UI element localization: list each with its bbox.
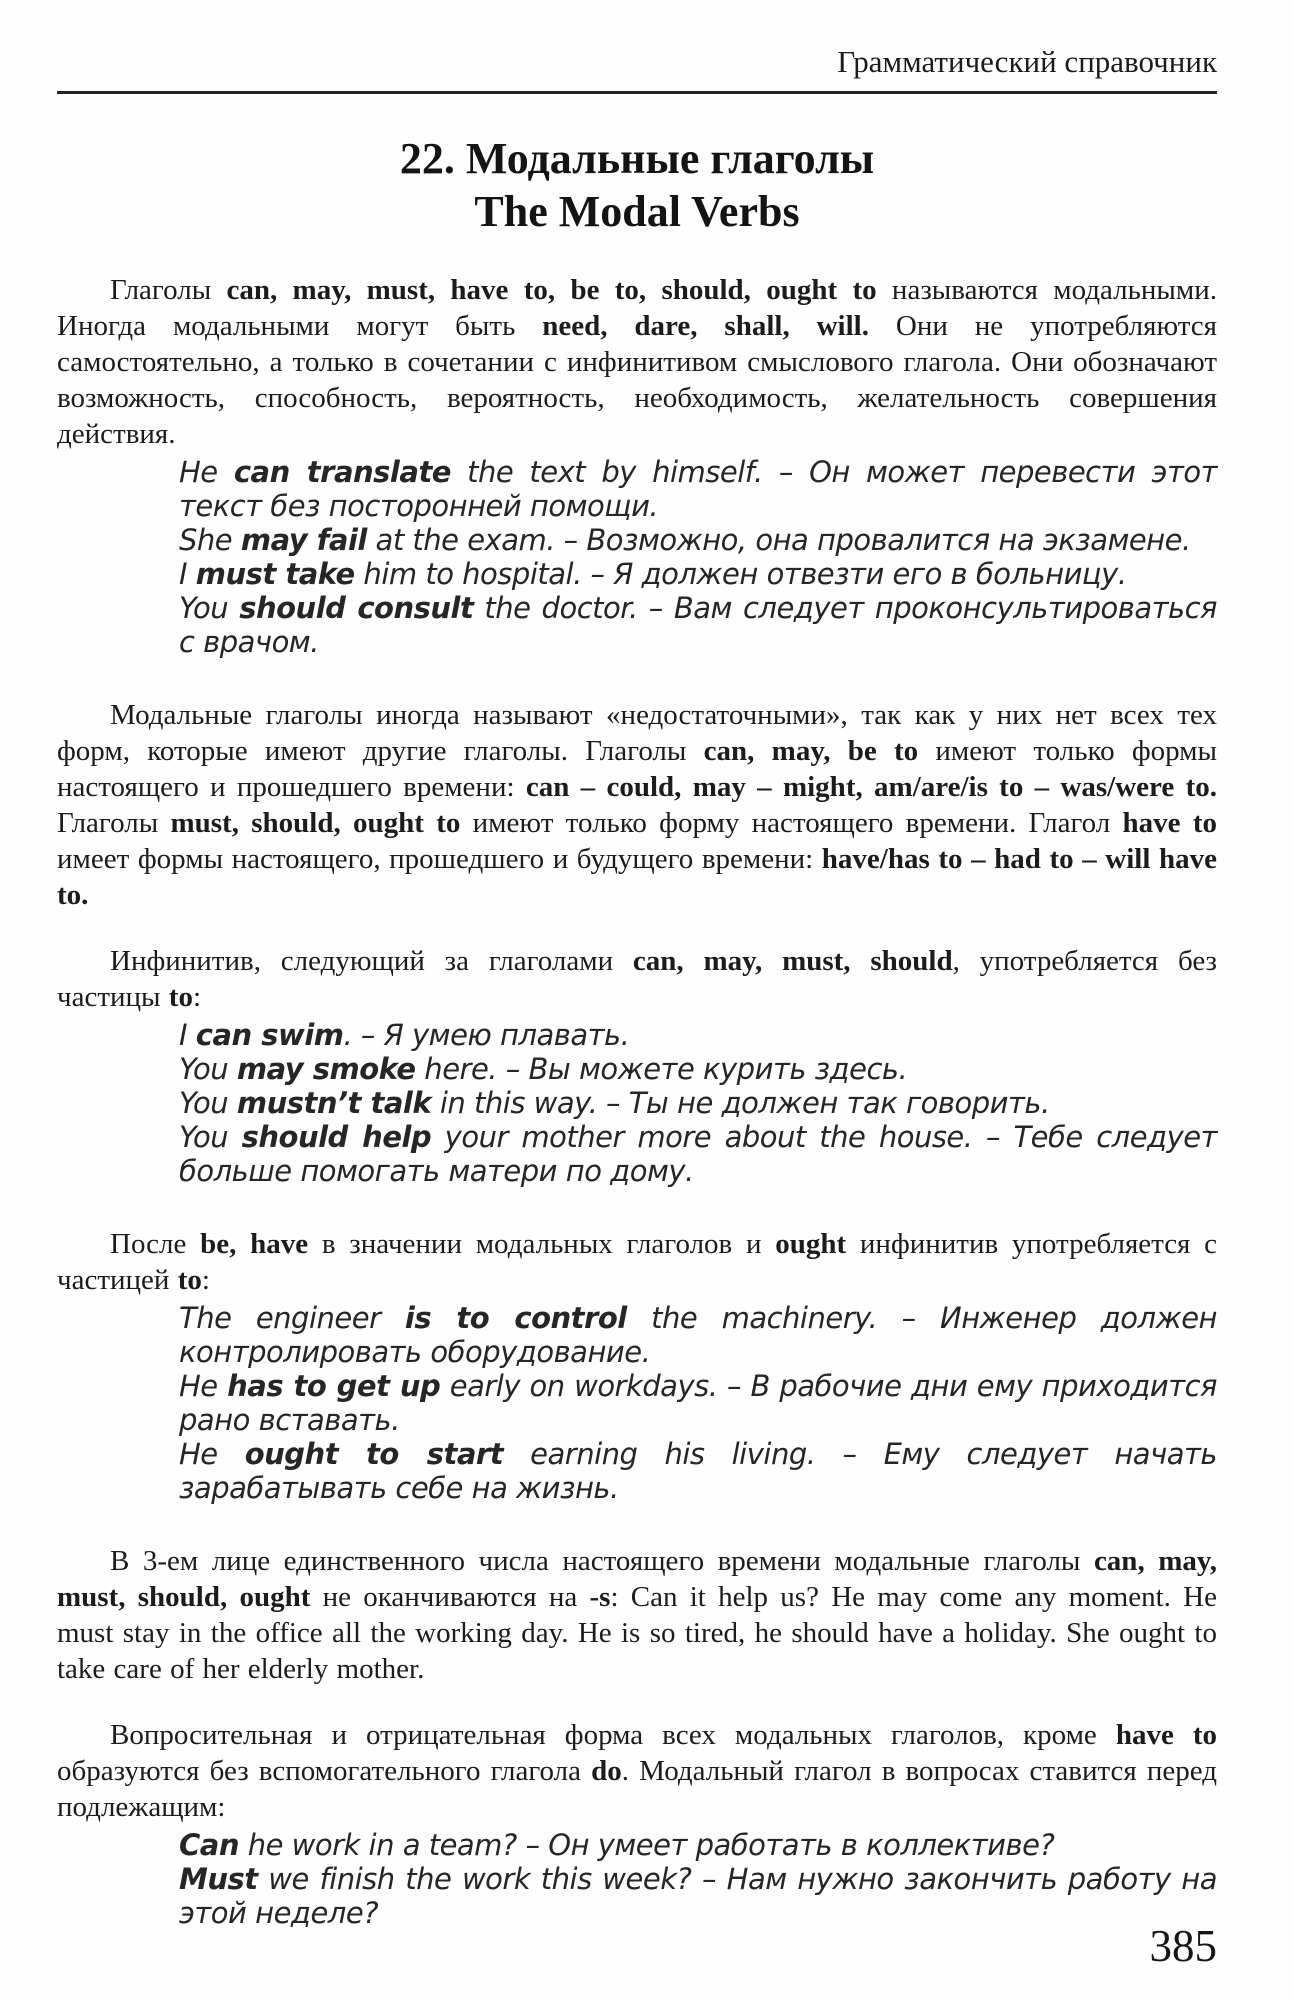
paragraph — [57, 943, 1217, 1015]
example-sentence — [179, 591, 1217, 659]
text-segment: at the exam. – Возможно, она провалится на экзамене. — [366, 523, 1191, 557]
text-segment: we finish the work this week? – Нам нужно закончить работу на этой неделе? — [179, 1862, 1217, 1930]
bold-term: can, may, must, should — [632, 945, 953, 977]
text-segment: him to hospital. – Я должен отвезти его в больницу. — [354, 557, 1127, 591]
text-segment: You — [179, 1120, 242, 1154]
text-segment: your mother more about the house. – Тебе следует больше помогать матери по дому. — [179, 1120, 1217, 1188]
example-sentence — [179, 1018, 1217, 1052]
text-segment: образуются без вспомогательного глагола — [57, 1755, 592, 1787]
bold-term: -s — [589, 1581, 611, 1613]
page-number: 385 — [1149, 1921, 1217, 1971]
bold-term: may smoke — [236, 1052, 416, 1086]
examples-block — [57, 1301, 1217, 1505]
chapter-title-en: The Modal Verbs — [474, 187, 800, 236]
content — [57, 272, 1217, 1930]
text-segment: : — [201, 1264, 210, 1296]
bold-term: should consult — [239, 591, 474, 625]
example-sentence — [179, 455, 1217, 523]
text-segment: : Can it help us? He may come any moment. He must stay in the office all the working day. He is so tired, he should have a holiday. She ought to take care of her elderly mother. — [57, 1581, 1217, 1685]
text-segment: называются модальными. Иногда модальными могут быть — [57, 274, 1217, 342]
bold-term: can swim — [195, 1018, 344, 1052]
text-segment: He — [179, 1369, 228, 1403]
example-sentence — [179, 1862, 1217, 1930]
bold-term: can, may, be to — [703, 735, 919, 767]
bold-term: should help — [241, 1120, 432, 1154]
chapter-title-ru: 22. Модальные глаголы — [399, 134, 875, 183]
text-segment: You — [179, 591, 240, 625]
text-segment: В 3-ем лице единственного числа настоящего времени модальные глаголы — [110, 1545, 1094, 1577]
text-segment: . Модальный глагол в вопросах ставится перед подлежащим: — [57, 1755, 1217, 1823]
example-sentence — [179, 1120, 1217, 1188]
bold-term: Must — [179, 1862, 258, 1896]
bold-term: to — [168, 981, 193, 1013]
bold-term: need, dare, shall, will. — [542, 310, 869, 342]
text-segment: Вопросительная и отрицательная форма всех модальных глаголов, кроме — [110, 1719, 1116, 1751]
text-segment: I — [179, 1018, 196, 1052]
examples-block — [57, 1018, 1217, 1188]
text-segment: in this way. – Ты не должен так говорить. — [431, 1086, 1050, 1120]
text-segment: The engineer — [179, 1301, 405, 1335]
example-sentence — [179, 1369, 1217, 1437]
text-segment: имеют только формы настоящего и прошедшего времени: — [57, 735, 1218, 803]
header-rule — [57, 91, 1217, 94]
bold-term: mustn’t talk — [236, 1086, 432, 1120]
text-segment: Инфинитив, следующий за глаголами — [110, 945, 633, 977]
bold-term: may fail — [240, 523, 367, 557]
text-segment: имеет формы настоящего, прошедшего и будущего времени: — [57, 843, 822, 875]
example-sentence — [179, 1828, 1217, 1862]
text-segment: Глаголы — [110, 274, 227, 306]
text-segment: инфинитив употребляется с частицей — [57, 1228, 1218, 1296]
text-segment: he work in a team? – Он умеет работать в коллективе? — [239, 1828, 1055, 1862]
bold-term: ought to start — [244, 1437, 504, 1471]
page-content-area — [57, 0, 1217, 1930]
bold-term: must take — [195, 557, 355, 591]
bold-term: to — [177, 1264, 202, 1296]
example-sentence — [179, 557, 1217, 591]
examples-block — [57, 455, 1217, 659]
bold-term: can, may, must, should, ought — [57, 1545, 1217, 1613]
example-sentence — [179, 1301, 1217, 1369]
bold-term: Can — [179, 1828, 239, 1862]
bold-term: is to control — [404, 1301, 627, 1335]
text-segment: не оканчиваются на — [310, 1581, 590, 1613]
bold-term: ought — [775, 1228, 847, 1260]
text-segment: early on workdays. – В рабочие дни ему приходится рано вставать. — [179, 1369, 1217, 1437]
paragraph — [57, 697, 1217, 913]
bold-term: have/has to – had to – will have to. — [57, 843, 1217, 911]
bold-term: can – could, may – might, am/are/is to – was/were to. — [525, 771, 1217, 803]
paragraph — [57, 272, 1217, 452]
bold-term: has to get up — [227, 1369, 441, 1403]
examples-block — [57, 1828, 1217, 1930]
text-segment: the doctor. – Вам следует проконсультироваться с врачом. — [179, 591, 1217, 659]
bold-term: have to — [1115, 1719, 1217, 1751]
text-segment: You — [179, 1086, 237, 1120]
text-segment: Модальные глаголы иногда называют «недостаточными», так как у них нет всех тех форм, которые имеют другие глаголы. Глаголы — [57, 699, 1217, 767]
text-segment: the machinery. – Инженер должен контролировать оборудование. — [179, 1301, 1218, 1369]
bold-term: have to — [1122, 807, 1217, 839]
text-segment: here. – Вы можете курить здесь. — [415, 1052, 908, 1086]
bold-term: can, may, must, have to, be to, should, ought to — [226, 274, 877, 306]
bold-term: must, should, ought to — [170, 807, 461, 839]
text-segment: Они не употребляются самостоятельно, а только в сочетании с инфинитивом смыслового глагола. Они обозначают возможность, способность, вероятность, необходимость, желательность совершения действия. — [57, 310, 1217, 450]
example-sentence — [179, 1437, 1217, 1505]
paragraph — [57, 1543, 1217, 1687]
example-sentence — [179, 1086, 1217, 1120]
running-head: Грамматический справочник — [837, 44, 1217, 79]
text-segment: earning his living. – Ему следует начать зарабатывать себе на жизнь. — [179, 1437, 1217, 1505]
example-sentence — [179, 1052, 1217, 1086]
text-segment: После — [110, 1228, 201, 1260]
paragraph — [57, 1226, 1217, 1298]
bold-term: be, have — [200, 1228, 309, 1260]
text-segment: имеют только форму настоящего времени. Глагол — [460, 807, 1123, 839]
bold-term: can translate — [233, 455, 451, 489]
text-segment: I — [179, 557, 196, 591]
bold-term: do — [591, 1755, 622, 1787]
chapter-title — [57, 132, 1217, 238]
text-segment: You — [179, 1052, 237, 1086]
example-sentence — [179, 523, 1217, 557]
text-segment: He — [179, 455, 234, 489]
text-segment: , употребляется без частицы — [57, 945, 1218, 1013]
text-segment: She — [179, 523, 241, 557]
text-segment: the text by himself. – Он может перевести этот текст без посторонней помощи. — [179, 455, 1217, 523]
text-segment: He — [179, 1437, 245, 1471]
text-segment: . – Я умею плавать. — [343, 1018, 630, 1052]
text-segment: в значении модальных глаголов и — [308, 1228, 776, 1260]
text-segment: : — [192, 981, 202, 1013]
paragraph — [57, 1717, 1217, 1825]
text-segment: Глаголы — [57, 807, 171, 839]
